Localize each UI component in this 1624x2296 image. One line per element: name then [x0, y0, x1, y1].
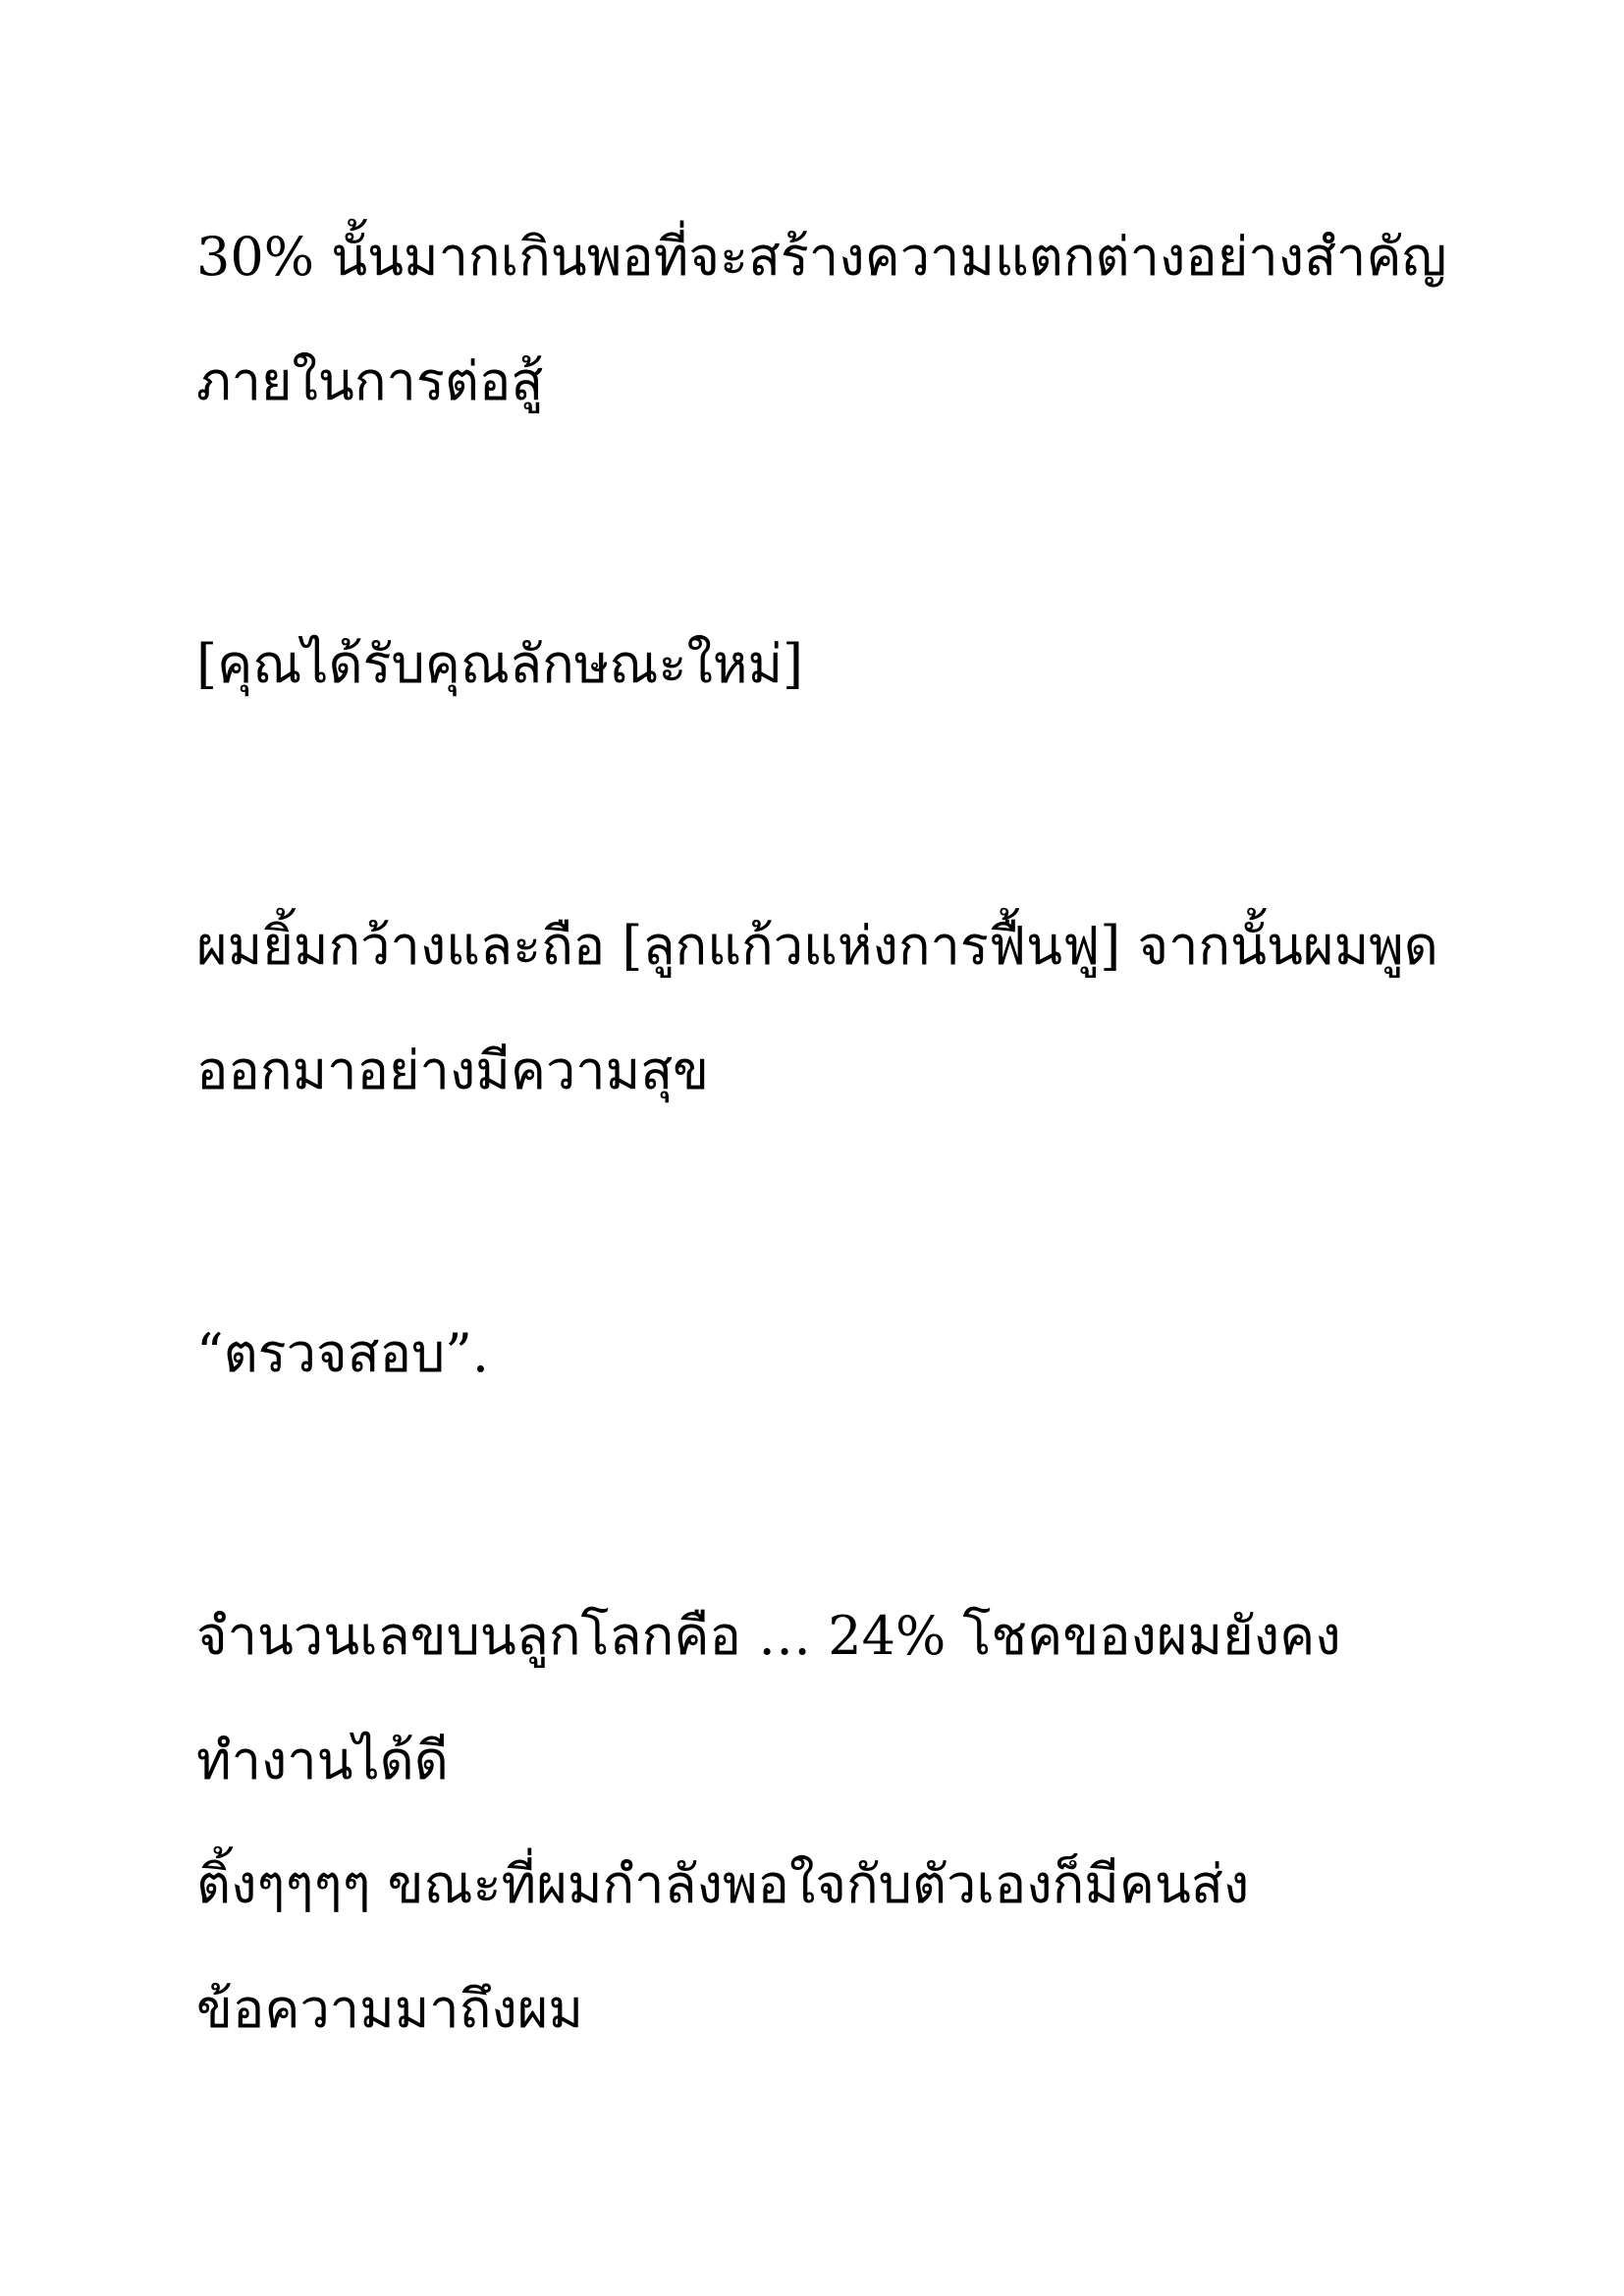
- dialogue-line: “ตรวจสอบ”.: [196, 1322, 490, 1384]
- paragraph-line-5: จำนวนเลขบนลูกโลกคือ … 24% โชคของผมยังคง: [196, 1605, 1341, 1667]
- paragraph-line-8: ข้อความมาถึงผม: [196, 1978, 583, 2040]
- notification-line: [คุณได้รับคุณลักษณะใหม่]: [196, 633, 804, 695]
- paragraph-line-6: ทำงานได้ดี: [196, 1730, 449, 1791]
- paragraph-line-3: ผมยิ้มกว้างและถือ [ลูกแก้วแห่งการฟื้นฟู] จากนั้นผมพูด: [196, 915, 1438, 977]
- paragraph-line-1: 30% นั้นมากเกินพอที่จะสร้างความแตกต่างอย่างสำคัญ: [196, 226, 1447, 288]
- paragraph-line-4: ออกมาอย่างมีความสุข: [196, 1040, 710, 1101]
- paragraph-line-2: ภายในการต่อสู้: [196, 350, 544, 412]
- paragraph-line-7: ติ้งๆๆๆๆ ขณะที่ผมกำลังพอใจกับตัวเองก็มีคนส่ง: [196, 1853, 1250, 1915]
